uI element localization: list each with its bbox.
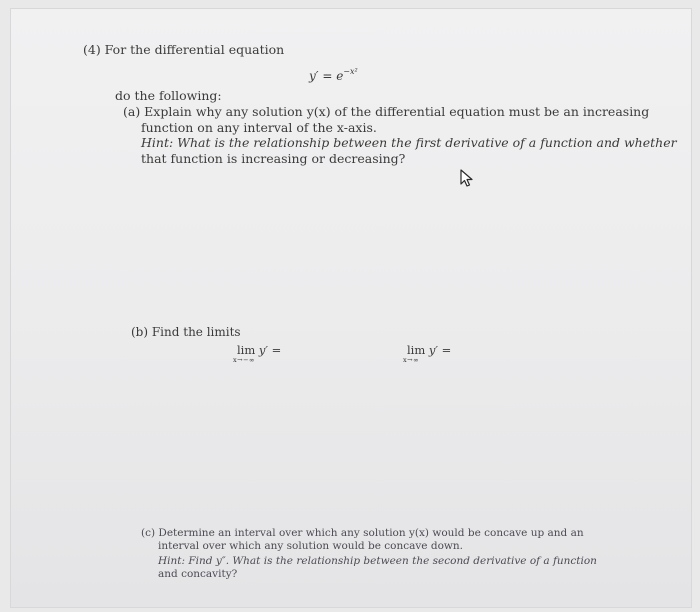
limit-word: lim [407, 343, 426, 357]
limit-subscript: x→∞ [403, 356, 420, 364]
limit-expression: y′ = [258, 343, 282, 357]
limit-expression: y′ = [428, 343, 452, 357]
limit-subscript: x→−∞ [233, 356, 255, 364]
limit-word: lim [237, 343, 256, 357]
question-title: (4) For the differential equation [83, 42, 285, 57]
instructions-intro: do the following: [115, 88, 222, 103]
worksheet-page [10, 8, 692, 608]
equation-lhs: y′ = e [309, 69, 344, 83]
mouse-pointer-icon [460, 169, 476, 189]
part-c-hint-continued: and concavity? [158, 568, 238, 580]
limit-positive-infinity [403, 343, 452, 364]
part-a-question-continued: function on any interval of the x-axis. [141, 120, 377, 135]
part-c-question-continued: interval over which any solution would be concave down. [158, 540, 463, 552]
limit-negative-infinity [233, 343, 282, 364]
part-a-hint-continued: that function is increasing or decreasing? [141, 151, 406, 166]
part-c-hint: Hint: Find y″. What is the relationship between the second derivative of a function [158, 555, 597, 567]
part-b-label: (b) Find the limits [131, 325, 241, 339]
differential-equation [309, 67, 358, 83]
part-a-question: (a) Explain why any solution y(x) of the differential equation must be an increasing [123, 104, 650, 119]
equation-exponent: −x² [343, 67, 358, 76]
part-c-question: (c) Determine an interval over which any solution y(x) would be concave up and an [141, 527, 584, 539]
part-a-hint: Hint: What is the relationship between the first derivative of a function and whether [141, 135, 677, 150]
